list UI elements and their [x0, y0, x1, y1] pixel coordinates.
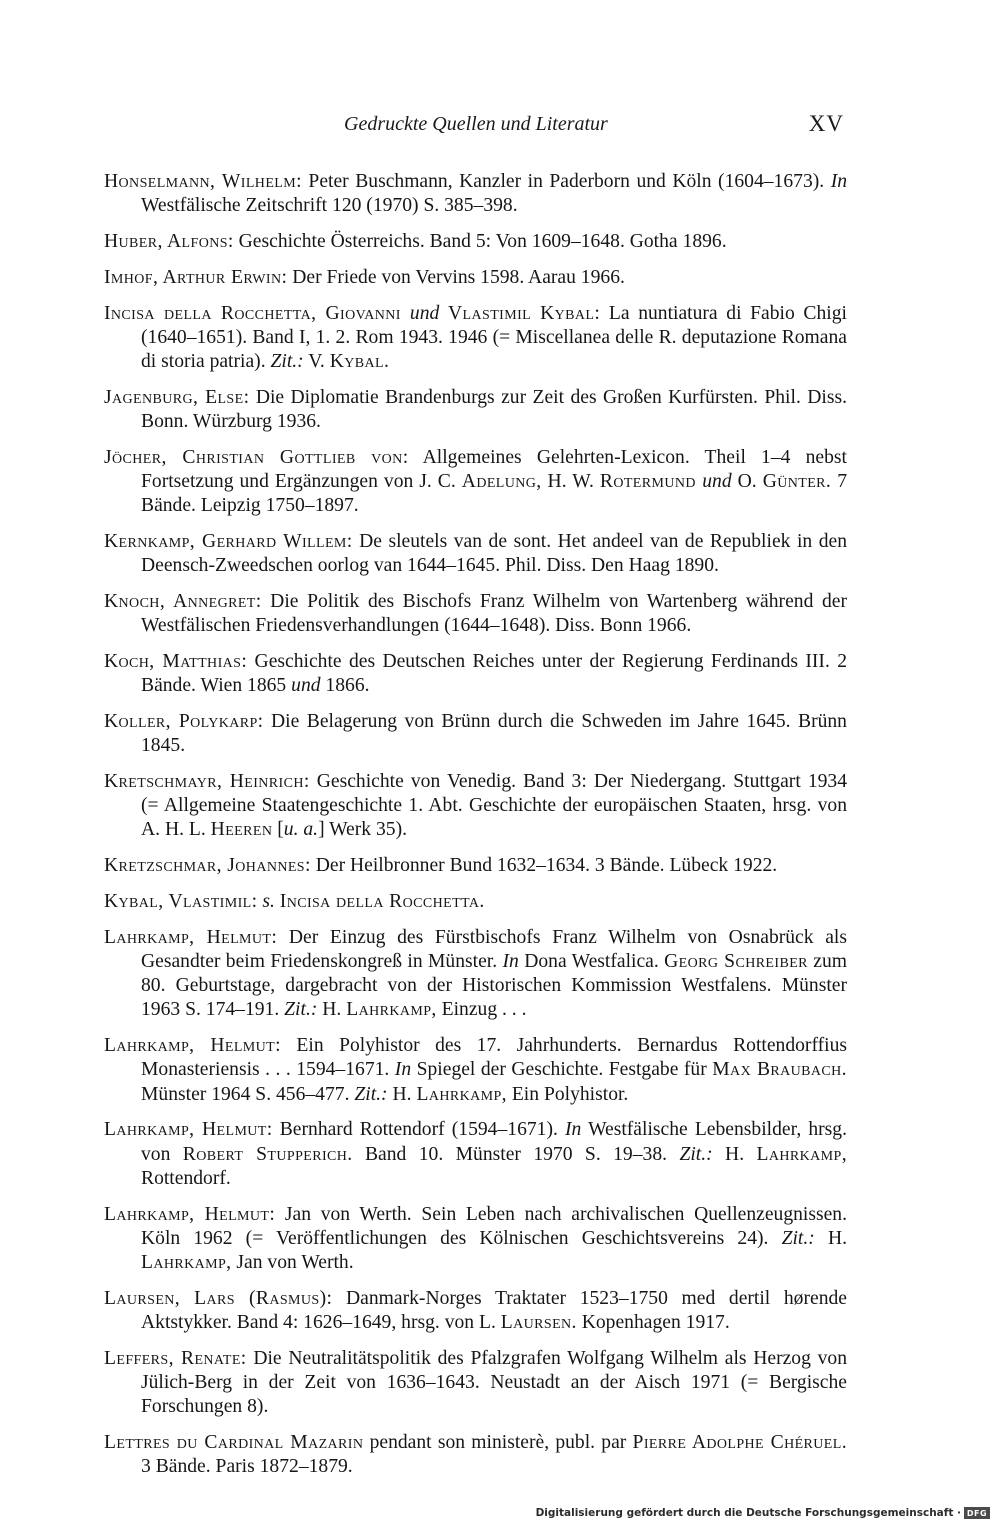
entry-name: Lahrkamp, [346, 999, 437, 1021]
entry-name: Heeren [210, 819, 273, 841]
footer-credit [536, 1504, 990, 1522]
entry-name: Jagenburg, Else: [104, 386, 250, 408]
entry-italic: u. a. [283, 819, 319, 841]
entry-name: Robert Stupperich. [182, 1143, 353, 1165]
entry-name: Georg Schreiber [664, 951, 808, 972]
entry-text: Die Diplomatie Brandenburgs zur Zeit des Großen Kurfürsten. Phil. Diss. Bonn. Würzburg 1936. [141, 386, 847, 432]
entry-text: zum 80. Geburtstage, dargebracht von der Historischen Kommission Westfalens. Münster 1963 S. 174–191. [141, 951, 847, 1021]
entry-text: Ein Polyhistor. [506, 1083, 629, 1105]
bibliography-entry [104, 446, 847, 519]
entry-name: Lahrkamp, [416, 1083, 507, 1105]
entry-text: Geschichte Österreichs. Band 5: Von 1609–1648. Gotha 1896. [233, 231, 727, 252]
entry-text: ] Werk 35). [318, 819, 407, 841]
entry-text: Westfälische Zeitschrift 120 (1970) S. 385–398. [141, 195, 518, 217]
entry-text: Allgemeines Gelehrten-Lexicon. Theil 1–4 nebst Fortsetzung und Ergänzungen von J. C. [141, 446, 847, 492]
running-head [104, 113, 844, 143]
entry-name: Kybal. [329, 351, 390, 372]
entry-text: Die Neutralitätspolitik des Pfalzgrafen Wolfgang Wilhelm als Herzog von Jülich-Berg in der Zeit von 1636–1643. Neustadt an der Aisch 1971 (= Bergische Forschungen 8). [141, 1347, 847, 1418]
entry-text: Bernhard Rottendorf (1594–1671). [272, 1119, 565, 1141]
entry-text: Die Belagerung von Brünn durch die Schweden im Jahre 1645. Brünn 1845. [141, 711, 847, 757]
entry-italic: Zit.: [354, 1083, 388, 1105]
bibliography-entry [104, 302, 847, 375]
entry-name: Adelung, [461, 471, 542, 492]
entry-text: V. [303, 351, 330, 372]
bibliography-entry [104, 530, 847, 578]
entry-name: Max Braubach. [712, 1059, 847, 1081]
entry-name: Kretzschmar, Johannes: [104, 855, 311, 877]
entry-name: Knoch, Annegret: [104, 591, 262, 612]
entry-text: Ein Polyhistor des 17. Jahrhunderts. Bernardus Rottendorffius Monasteriensis . . . 1594–1671. [141, 1035, 847, 1081]
entry-italic: Zit.: [679, 1143, 713, 1165]
entry-text: Geschichte des Deutschen Reiches unter der Regierung Ferdinands III. 2 Bände. Wien 1865 [141, 651, 848, 697]
entry-italic: In [830, 171, 848, 192]
entry-text: Münster 1964 S. 456–477. [141, 1083, 355, 1105]
entry-text: H. [814, 1227, 848, 1249]
bibliography-entry [104, 1034, 847, 1107]
entry-text: Rottendorf. [141, 1167, 231, 1189]
entry-text: Der Heilbronner Bund 1632–1634. 3 Bände. Lübeck 1922. [310, 855, 778, 877]
bibliography-entry [104, 890, 847, 914]
bibliography-entry [104, 650, 847, 698]
bibliography-entry [104, 1431, 847, 1479]
entry-text: H. [712, 1143, 757, 1165]
entry-name: Rotermund [599, 471, 703, 492]
running-title: Gedruckte Quellen und Literatur [344, 113, 608, 135]
entry-text: Der Einzug des Fürstbischofs Franz Wilhelm von Osnabrück als Gesandter beim Friedenskongreß in Münster. [141, 926, 847, 972]
entry-text: Dona Westfalica. [518, 951, 665, 972]
entry-name: Pierre Adolphe Chéruel. [632, 1432, 847, 1454]
entry-text: 7 Bände. Leipzig 1750–1897. [141, 471, 847, 517]
entry-text: H. [317, 999, 347, 1021]
entry-text: Danmark-Norges Traktater 1523–1750 med dertil hørende Aktstykker. Band 4: 1626–1649, hrsg. von L. [141, 1287, 847, 1334]
entry-text: [ [272, 819, 284, 841]
entry-italic: Zit.: [270, 351, 304, 372]
entry-name: Leffers, Renate: [104, 1347, 247, 1369]
entry-italic: s. [262, 891, 275, 912]
entry-name: Jöcher, Christian Gottlieb von: [104, 446, 409, 468]
entry-text: O. [731, 471, 763, 492]
bibliography-entry [104, 854, 847, 878]
entry-name: Kernkamp, Gerhard Willem: [104, 531, 353, 552]
bibliography-list [104, 170, 847, 1491]
entry-italic: und [409, 302, 440, 324]
entry-italic: und [702, 471, 732, 492]
bibliography-entry [104, 926, 847, 1023]
entry-name: Lahrkamp, Helmut: [104, 1203, 276, 1225]
entry-italic: In [565, 1119, 582, 1141]
bibliography-entry [104, 170, 847, 218]
entry-name: Lahrkamp, [756, 1143, 848, 1165]
entry-name: Incisa della Rocchetta, Giovanni [104, 302, 410, 324]
entry-text: H. [387, 1083, 417, 1105]
entry-name: Huber, Alfons: [104, 231, 234, 252]
entry-text: Einzug . . . [436, 999, 527, 1021]
entry-name: Günter. [762, 471, 832, 492]
entry-italic: Zit.: [284, 999, 318, 1021]
entry-italic: In [502, 951, 519, 972]
entry-italic: Zit.: [781, 1227, 815, 1249]
entry-text: H. W. [541, 471, 600, 492]
entry-text: Die Politik des Bischofs Franz Wilhelm von Wartenberg während der Westfälischen Friedensverhandlungen (1644–1648). Diss. Bonn 1966. [141, 591, 847, 637]
entry-name: Koch, Matthias: [104, 651, 248, 672]
bibliography-entry [104, 386, 847, 434]
entry-name: Vlastimil Kybal: [439, 302, 601, 324]
entry-name: Lahrkamp, Helmut: [104, 926, 278, 948]
bibliography-entry [104, 266, 847, 290]
page-number: XV [808, 111, 844, 136]
entry-text: pendant son ministerè, publ. par [363, 1432, 633, 1454]
entry-text: Der Friede von Vervins 1598. Aarau 1966. [287, 266, 625, 288]
entry-text: Peter Buschmann, Kanzler in Paderborn und Köln (1604–1673). [301, 171, 831, 192]
entry-text: De sleutels van de sont. Het andeel van de Republiek in den Deensch-Zweedschen oorlog van 1644–1645. Phil. Diss. Den Haag 1890. [141, 531, 848, 577]
footer-text: Digitalisierung gefördert durch die Deutsche Forschungsgemeinschaft · [535, 1507, 961, 1519]
entry-name: Koller, Polykarp: [104, 711, 264, 732]
entry-name: Kretschmayr, Heinrich: [104, 771, 310, 792]
bibliography-entry [104, 1347, 847, 1420]
entry-name: Imhof, Arthur Erwin: [104, 266, 288, 288]
bibliography-entry [104, 1118, 847, 1191]
entry-italic: und [291, 675, 321, 697]
entry-text: Westfälische Lebensbilder, hrsg. von [141, 1119, 847, 1165]
entry-name: Laursen, Lars (Rasmus): [104, 1287, 333, 1309]
entry-text: Spiegel der Geschichte. Festgabe für [411, 1059, 713, 1081]
entry-name: Honselmann, Wilhelm: [104, 171, 302, 192]
entry-name: Kybal, Vlastimil: [104, 891, 258, 912]
entry-italic: In [394, 1059, 412, 1081]
entry-name: Lahrkamp, [141, 1252, 232, 1274]
entry-name: Laursen. [500, 1312, 577, 1334]
entry-text: Jan von Werth. [231, 1252, 354, 1274]
entry-text: Geschichte von Venedig. Band 3: Der Niedergang. Stuttgart 1934 (= Allgemeine Staatengeschichte 1. Abt. Geschichte der europäischen Staaten, hrsg. von A. H. L. [141, 771, 848, 841]
entry-name: Incisa della Rocchetta. [279, 891, 485, 912]
bibliography-entry [104, 770, 847, 843]
entry-name: Lahrkamp, Helmut: [104, 1035, 281, 1057]
entry-name: Lahrkamp, Helmut: [104, 1119, 273, 1141]
bibliography-entry [104, 1287, 847, 1335]
entry-text: Band 10. Münster 1970 S. 19–38. [352, 1143, 680, 1165]
dfg-logo: DFG [964, 1507, 990, 1519]
entry-text: Jan von Werth. Sein Leben nach archivalischen Quellenzeugnissen. Köln 1962 (= Veröffentlichungen des Kölnischen Geschichtsvereins 24). [141, 1203, 847, 1249]
entry-text: Kopenhagen 1917. [576, 1312, 730, 1334]
bibliography-entry [104, 590, 847, 638]
entry-text: 1866. [320, 675, 370, 697]
bibliography-entry [104, 1203, 847, 1276]
entry-text: La nuntiatura di Fabio Chigi (1640–1651). Band I, 1. 2. Rom 1943. 1946 (= Miscellanea delle R. deputazione Romana di storia patria). [141, 302, 847, 372]
bibliography-entry [104, 230, 847, 254]
entry-name: Lettres du Cardinal Mazarin [104, 1432, 364, 1454]
entry-text: 3 Bände. Paris 1872–1879. [141, 1456, 353, 1478]
bibliography-entry [104, 710, 847, 758]
